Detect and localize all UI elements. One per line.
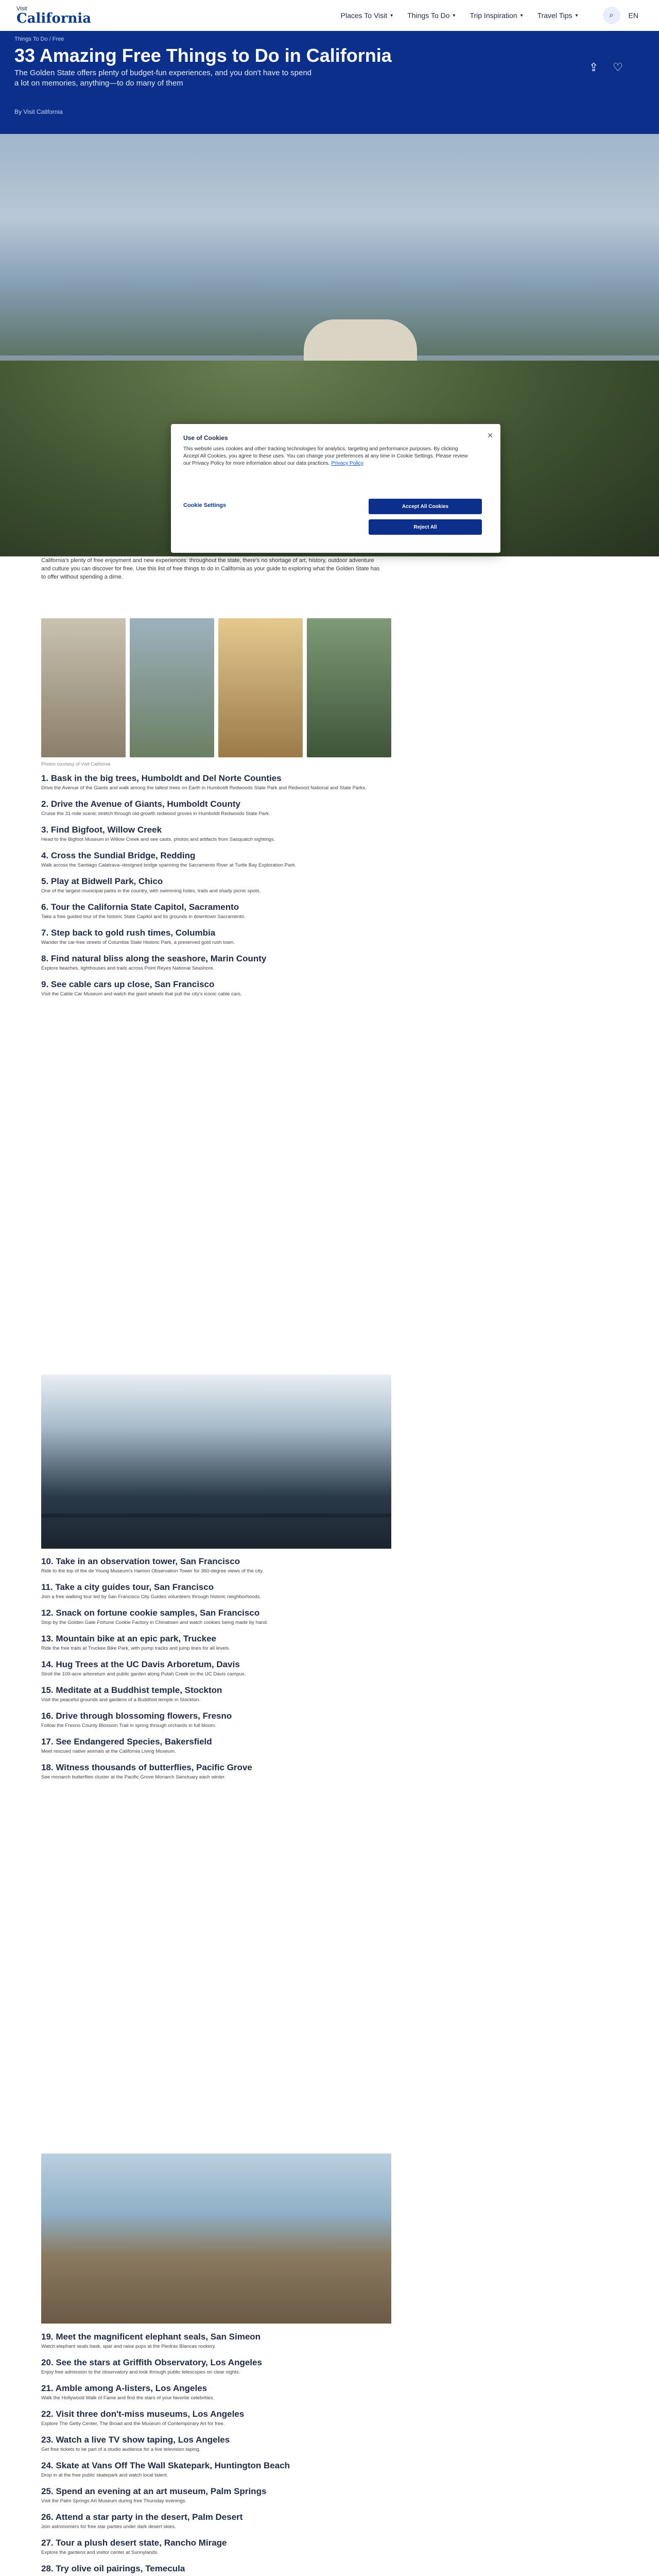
logo-large-text: California <box>16 10 92 26</box>
item-description: Ride to the top of the de Young Museum's Hamon Observation Tower for 360-degree views of the city. <box>41 1568 264 1574</box>
item-heading: 20. See the stars at Griffith Observatory, Los Angeles <box>41 2358 262 2367</box>
item-description: Ride the free trails at Truckee Bike Park, with pump tracks and jump lines for all levels. <box>41 1646 230 1651</box>
article-item <box>41 2537 391 2556</box>
item-description: Explore beaches, lighthouses and trails across Point Reyes National Seashore. <box>41 965 215 971</box>
item-description: Cruise the 31-mile scenic stretch through old-growth redwood groves in Humboldt Redwoods State Park. <box>41 811 270 817</box>
header-actions <box>603 7 638 24</box>
item-heading: 13. Mountain bike at an epic park, Truckee <box>41 1634 217 1643</box>
item-description: Explore The Getty Center, The Broad and the Museum of Contemporary Art for free. <box>41 2421 225 2427</box>
article-item <box>41 1710 391 1729</box>
item-heading: 11. Take a city guides tour, San Francisco <box>41 1582 214 1592</box>
share-icon[interactable]: ⇪ <box>588 61 599 74</box>
item-heading: 14. Hug Trees at the UC Davis Arboretum, Davis <box>41 1659 240 1669</box>
item-description: Take a free guided tour of the historic State Capitol and its grounds in downtown Sacramento. <box>41 914 246 920</box>
privacy-policy-link[interactable]: Privacy Policy <box>331 461 363 466</box>
article-item <box>41 1633 391 1652</box>
cookie-settings-link[interactable]: Cookie Settings <box>183 502 227 509</box>
item-heading: 23. Watch a live TV show taping, Los Angeles <box>41 2435 230 2445</box>
item-description: Join a free walking tour led by San Francisco City Guides volunteers through historic neighborhoods. <box>41 1594 262 1600</box>
article-items-part-2 <box>41 1556 391 1788</box>
item-description: Head to the Bigfoot Museum in Willow Creek and see casts, photos and artifacts from Sasquatch sightings. <box>41 837 275 842</box>
item-heading: 21. Amble among A-listers, Los Angeles <box>41 2383 207 2393</box>
article-items-part-3 <box>41 2331 391 2576</box>
item-heading: 19. Meet the magnificent elephant seals, San Simeon <box>41 2332 261 2342</box>
menu-label: Travel Tips <box>537 11 573 20</box>
cookie-body-text: This website uses cookies and other tracking technologies for analytics, targeting and performance purposes. By clicking Accept All Cookies, you agree to these uses. You can change your preferences at any time in Cookie Settings. Please review our Privacy Policy for more information about our data practices. <box>183 446 468 466</box>
article-item <box>41 1762 391 1781</box>
article-item <box>41 2434 391 2453</box>
breadcrumb[interactable]: Things To Do / Free <box>14 36 64 42</box>
item-description: Wander the car-free streets of Columbia State Historic Park, a preserved gold rush town. <box>41 940 235 945</box>
article-item <box>41 2409 391 2427</box>
byline: By Visit California <box>14 108 63 115</box>
item-heading: 9. See cable cars up close, San Francisco <box>41 979 215 989</box>
article-item <box>41 2512 391 2530</box>
article-item <box>41 824 391 843</box>
thumbnail-caption: Photos courtesy of Visit California <box>41 761 111 767</box>
reject-all-button[interactable]: Reject All <box>369 519 482 535</box>
item-heading: 1. Bask in the big trees, Humboldt and Del Norte Counties <box>41 773 282 783</box>
menu-item-trip[interactable] <box>470 11 523 20</box>
article-item <box>41 902 391 920</box>
article-item <box>41 1736 391 1755</box>
item-description: Stop by the Golden Gate Fortune Cookie Factory in Chinatown and watch cookies being made by hand. <box>41 1620 268 1625</box>
site-logo[interactable] <box>16 6 91 25</box>
thumbnail-image[interactable] <box>41 618 126 757</box>
page-title: 33 Amazing Free Things to Do in California <box>14 45 392 66</box>
article-item <box>41 953 391 972</box>
article-item <box>41 2486 391 2504</box>
accept-all-cookies-button[interactable]: Accept All Cookies <box>369 499 482 514</box>
article-item <box>41 2383 391 2401</box>
main-menu <box>341 11 578 20</box>
item-heading: 4. Cross the Sundial Bridge, Redding <box>41 851 196 860</box>
item-heading: 27. Tour a plush desert state, Rancho Mirage <box>41 2538 227 2548</box>
chevron-down-icon: ▾ <box>520 12 523 19</box>
item-heading: 24. Skate at Vans Off The Wall Skatepark, Huntington Beach <box>41 2461 290 2470</box>
cookie-consent-dialog <box>171 424 500 553</box>
menu-label: Places To Visit <box>340 11 388 20</box>
item-heading: 2. Drive the Avenue of Giants, Humboldt County <box>41 799 240 809</box>
article-item <box>41 799 391 817</box>
item-heading: 17. See Endangered Species, Bakersfield <box>41 1737 212 1747</box>
elephant-seals-photo <box>41 2154 391 2324</box>
article-item <box>41 1659 391 1677</box>
item-description: Visit the Palm Springs Art Museum during free Thursday evenings. <box>41 2498 187 2504</box>
search-icon[interactable]: ⌕ <box>603 7 620 24</box>
item-description: Follow the Fresno County Blossom Trail in spring through orchards in full bloom. <box>41 1723 217 1728</box>
item-description: Walk across the Santiago Calatrava–designed bridge spanning the Sacramento River at Turtle Bay Exploration Park. <box>41 862 297 868</box>
item-heading: 26. Attend a star party in the desert, Palm Desert <box>41 2512 243 2522</box>
article-item <box>41 2357 391 2376</box>
menu-item-places[interactable] <box>341 11 393 20</box>
article-item <box>41 2331 391 2350</box>
item-description: Meet rescued native animals at the California Living Museum. <box>41 1749 176 1754</box>
article-items-part-1 <box>41 773 391 1005</box>
article-item <box>41 979 391 997</box>
item-description: Drive the Avenue of the Giants and walk among the tallest trees on Earth in Humboldt Redwoods State Park and Redwood National and State Parks. <box>41 785 367 791</box>
item-description: Enjoy free admission to the observatory and look through public telescopes on clear nights. <box>41 2369 240 2375</box>
item-heading: 28. Try olive oil pairings, Temecula <box>41 2564 185 2573</box>
article-item <box>41 2460 391 2479</box>
chevron-down-icon: ▾ <box>453 12 456 19</box>
item-heading: 10. Take in an observation tower, San Francisco <box>41 1556 240 1566</box>
observatory-building <box>304 319 417 366</box>
item-description: Visit the peaceful grounds and gardens of a Buddhist temple in Stockton. <box>41 1697 201 1703</box>
item-heading: 8. Find natural bliss along the seashore, Marin County <box>41 954 267 963</box>
chevron-down-icon: ▾ <box>390 12 393 19</box>
item-description: Visit the Cable Car Museum and watch the giant wheels that pull the city's iconic cable cars. <box>41 991 242 997</box>
item-heading: 22. Visit three don't-miss museums, Los Angeles <box>41 2409 245 2419</box>
item-heading: 5. Play at Bidwell Park, Chico <box>41 876 163 886</box>
item-description: See monarch butterflies cluster at the Pacific Grove Monarch Sanctuary each winter. <box>41 1774 226 1780</box>
thumbnail-image[interactable] <box>218 618 303 757</box>
chevron-down-icon: ▾ <box>575 12 578 19</box>
item-description: One of the largest municipal parks in the country, with swimming holes, trails and shady picnic spots. <box>41 888 261 894</box>
menu-label: Trip Inspiration <box>470 11 517 20</box>
item-heading: 12. Snack on fortune cookie samples, San Francisco <box>41 1608 260 1618</box>
railing <box>41 1514 391 1518</box>
item-heading: 3. Find Bigfoot, Willow Creek <box>41 825 162 835</box>
article-item <box>41 876 391 894</box>
top-navigation <box>0 0 659 31</box>
item-description: Get free tickets to be part of a studio audience for a live television taping. <box>41 2447 201 2452</box>
item-description: Drop in at the free public skatepark and watch local talent. <box>41 2472 168 2478</box>
intro-paragraph: California's plenty of free enjoyment and new experiences: throughout the state, there's no shortage of art, history, outdoor adventure and culture you can discover for free. Use this list of free things to do in California as your guide to exploring what the Golden State has to offer without spending a dime. <box>41 557 380 580</box>
article-item <box>41 773 391 791</box>
item-heading: 18. Witness thousands of butterflies, Pacific Grove <box>41 1762 252 1772</box>
item-description: Join astronomers for free star parties under dark desert skies. <box>41 2524 176 2530</box>
page-subtitle: The Golden State offers plenty of budget-fun experiences, and you don't have to spend a lot on memories, anything—to do many of them <box>14 69 312 88</box>
item-description: Watch elephant seals bask, spar and raise pups at the Piedras Blancas rookery. <box>41 2344 216 2349</box>
article-item <box>41 1556 391 1574</box>
thumbnail-image[interactable] <box>130 618 214 757</box>
language-selector[interactable]: EN <box>628 11 638 20</box>
article-item <box>41 2563 391 2576</box>
item-description: Explore the gardens and visitor center at Sunnylands. <box>41 2550 159 2555</box>
close-icon[interactable]: ✕ <box>487 431 493 439</box>
item-heading: 25. Spend an evening at an art museum, Palm Springs <box>41 2486 267 2496</box>
cookie-title: Use of Cookies <box>183 434 228 442</box>
thumbnail-image[interactable] <box>307 618 391 757</box>
article-item <box>41 1582 391 1600</box>
article-intro <box>41 556 381 581</box>
item-description: Stroll the 100-acre arboretum and public garden along Putah Creek on the UC Davis campus. <box>41 1671 246 1677</box>
article-item <box>41 1685 391 1703</box>
article-item <box>41 850 391 869</box>
hero-actions <box>589 61 623 74</box>
cookie-body <box>183 446 472 467</box>
item-heading: 15. Meditate at a Buddhist temple, Stockton <box>41 1685 222 1695</box>
observation-tower-photo <box>41 1375 391 1549</box>
heart-icon[interactable]: ♡ <box>613 61 623 74</box>
item-heading: 7. Step back to gold rush times, Columbia <box>41 928 216 938</box>
article-item <box>41 927 391 946</box>
menu-label: Things To Do <box>407 11 450 20</box>
menu-item-tips[interactable] <box>537 11 578 20</box>
item-heading: 6. Tour the California State Capitol, Sacramento <box>41 902 239 912</box>
item-heading: 16. Drive through blossoming flowers, Fresno <box>41 1711 232 1721</box>
item-description: Walk the Hollywood Walk of Fame and find the stars of your favorite celebrities. <box>41 2395 215 2401</box>
logo-small-text: Visit <box>16 5 27 12</box>
article-item <box>41 1607 391 1626</box>
thumbnail-strip <box>41 618 391 757</box>
menu-item-things[interactable] <box>407 11 455 20</box>
